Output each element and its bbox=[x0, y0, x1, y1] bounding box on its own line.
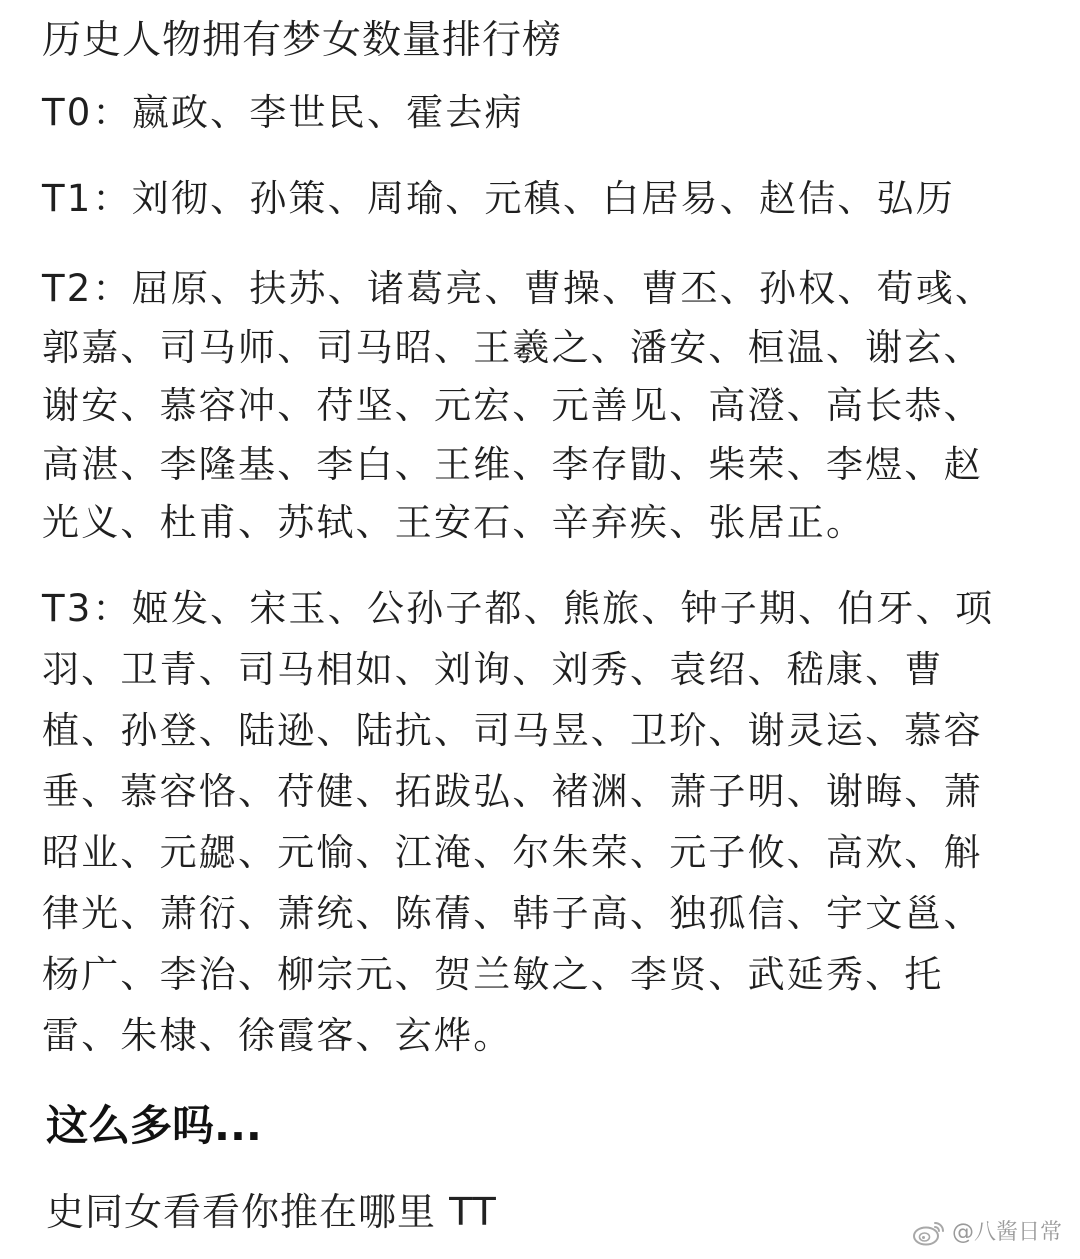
tier-line: 植、孙登、陆逊、陆抗、司马昱、卫玠、谢灵运、慕容 bbox=[42, 709, 983, 752]
tier-line: 律光、萧衍、萧统、陈蒨、韩子高、独孤信、宇文邕、 bbox=[42, 892, 983, 935]
tier-line: T0：嬴政、李世民、霍去病 bbox=[42, 91, 524, 134]
tier-line: 高湛、李隆基、李白、王维、李存勖、柴荣、李煜、赵 bbox=[42, 442, 983, 486]
weibo-logo-icon bbox=[912, 1219, 946, 1247]
tier-line: T2：屈原、扶苏、诸葛亮、曹操、曹丕、孙权、荀彧、 bbox=[42, 267, 995, 310]
tier-line: 垂、慕容恪、苻健、拓跋弘、褚渊、萧子明、谢晦、萧 bbox=[42, 770, 983, 813]
page-title: 历史人物拥有梦女数量排行榜 bbox=[42, 18, 563, 63]
comment-heading: 这么多吗... bbox=[46, 1101, 262, 1150]
tier-line: 郭嘉、司马师、司马昭、王羲之、潘安、桓温、谢玄、 bbox=[42, 325, 983, 369]
tier-line: T1：刘彻、孙策、周瑜、元稹、白居易、赵佶、弘历 bbox=[42, 177, 955, 220]
tier-line: 雷、朱棣、徐霞客、玄烨。 bbox=[42, 1014, 513, 1057]
watermark bbox=[912, 1219, 1062, 1247]
tier-line: 光义、杜甫、苏轼、王安石、辛弃疾、张居正。 bbox=[42, 501, 866, 544]
tier-line: 谢安、慕容冲、苻坚、元宏、元善见、高澄、高长恭、 bbox=[42, 384, 983, 427]
tier-line: 昭业、元勰、元愉、江淹、尔朱荣、元子攸、高欢、斛 bbox=[42, 831, 983, 874]
watermark-text: @八酱日常 bbox=[951, 1220, 1062, 1245]
tier-t3 bbox=[42, 578, 1042, 1066]
tier-t0 bbox=[42, 84, 1042, 143]
tier-line: T3：姬发、宋玉、公孙子都、熊旅、钟子期、伯牙、项 bbox=[42, 587, 995, 630]
comment-subtext: 史同女看看你推在哪里 TT bbox=[46, 1190, 497, 1234]
tier-line: 杨广、李治、柳宗元、贺兰敏之、李贤、武延秀、托 bbox=[42, 953, 944, 996]
tier-t2 bbox=[42, 260, 1042, 553]
tier-line: 羽、卫青、司马相如、刘询、刘秀、袁绍、嵇康、曹 bbox=[42, 648, 944, 691]
tier-t1 bbox=[42, 170, 1042, 229]
